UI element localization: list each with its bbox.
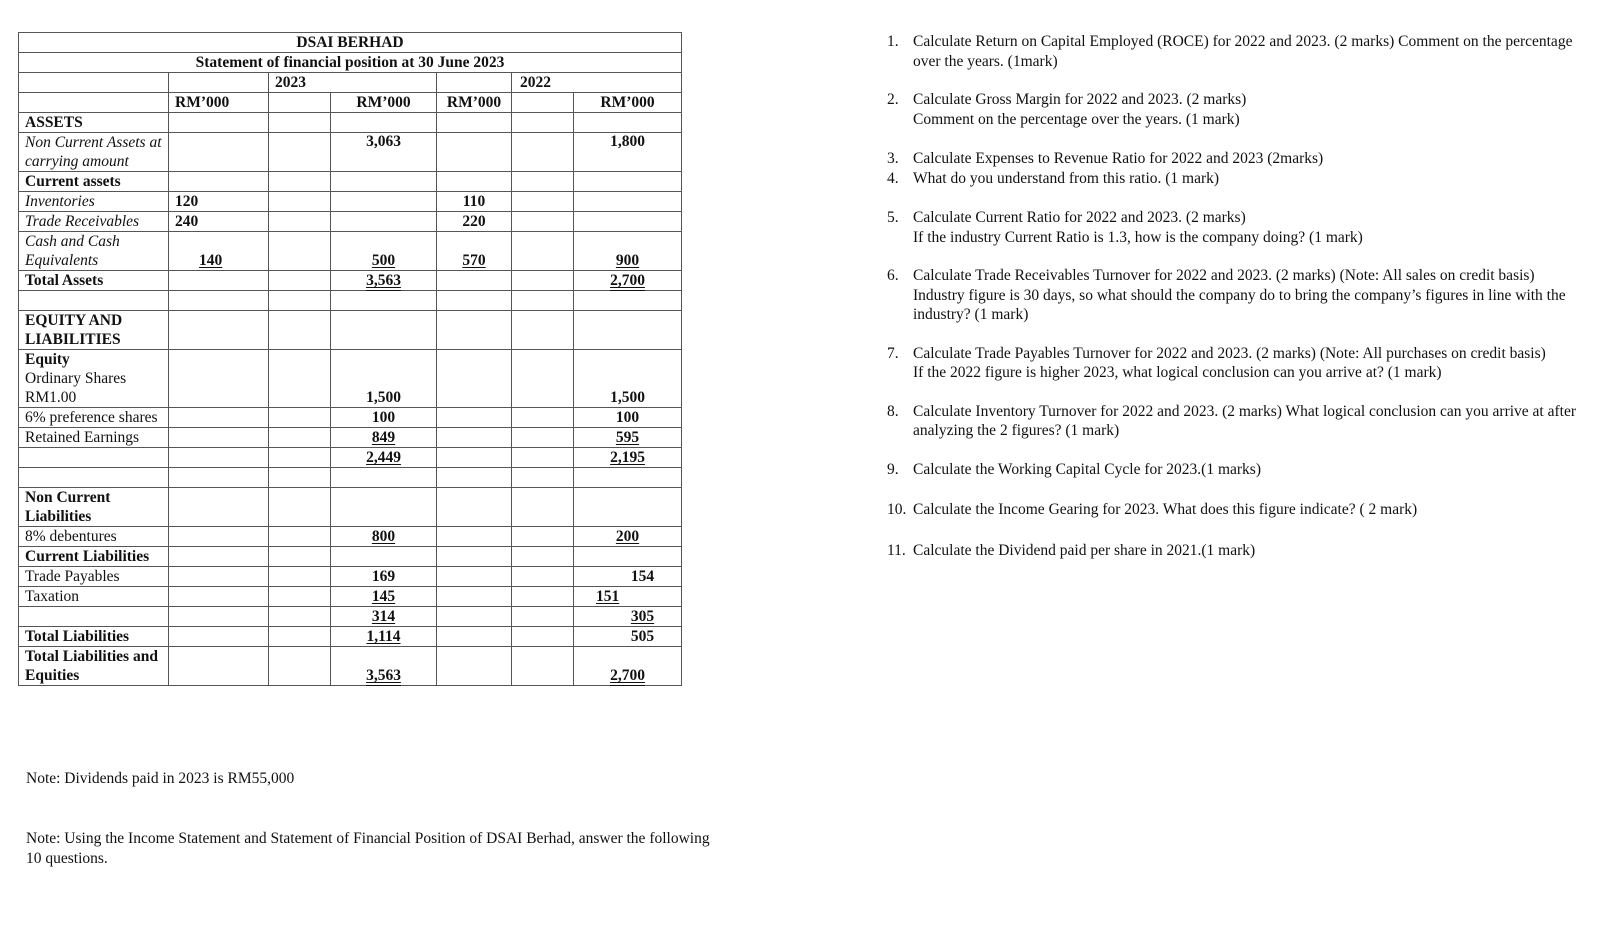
taxation-label: Taxation — [19, 587, 169, 607]
retained-earnings-2023: 849 — [371, 429, 396, 446]
total-liabilities-2022: 505 — [574, 627, 682, 647]
equity-liabilities-heading: EQUITY AND LIABILITIES — [19, 311, 169, 350]
total-liabilities-equities-label: Total Liabilities and Equities — [19, 647, 169, 686]
retained-earnings-2022: 595 — [615, 429, 640, 446]
trade-payables-label: Trade Payables — [19, 567, 169, 587]
question-text: What do you understand from this ratio. (1 mark) — [913, 169, 1220, 187]
ordinary-shares-label: Ordinary Shares RM1.00 — [25, 370, 127, 406]
taxation-2023: 145 — [371, 588, 396, 605]
inventories-2023: 120 — [169, 192, 269, 212]
nca-label: Non Current Assets at carrying amount — [19, 133, 169, 172]
total-liabilities-label: Total Liabilities — [19, 627, 169, 647]
question-item: 4. What do you understand from this ratio. (1 mark) — [887, 169, 1220, 187]
preference-shares-label: 6% preference shares — [19, 408, 169, 428]
total-assets-label: Total Assets — [19, 271, 169, 291]
trade-receivables-2023: 240 — [169, 212, 269, 232]
question-text: Calculate the Working Capital Cycle for 2023.(1 marks) — [913, 460, 1261, 478]
total-assets-2023: 3,563 — [366, 272, 401, 289]
company-name: DSAI BERHAD — [19, 33, 682, 53]
question-text-continued: Comment on the percentage over the years. (1 mark) — [913, 110, 1240, 128]
unit-header-2023a: RM’000 — [169, 93, 269, 113]
financial-position-table — [18, 32, 682, 686]
question-text: Calculate Trade Payables Turnover for 2022 and 2023. (2 marks) (Note: All purchases on credit basis) — [913, 344, 1546, 362]
debentures-2023: 800 — [371, 528, 396, 545]
cash-2023: 140 — [199, 252, 223, 269]
dividends-note: Note: Dividends paid in 2023 is RM55,000 — [26, 770, 295, 787]
unit-header-2023b: RM’000 — [331, 93, 437, 113]
trade-payables-2022: 154 — [574, 567, 682, 587]
trade-receivables-label: Trade Receivables — [19, 212, 169, 232]
current-assets-total-2023: 500 — [371, 252, 396, 269]
trade-payables-2023: 169 — [331, 567, 437, 587]
question-text: Calculate Inventory Turnover for 2022 and 2023. (2 marks) What logical conclusion can you arrive at after analyzing the 2 figures? (1 mark) — [913, 402, 1577, 439]
assets-heading: ASSETS — [19, 113, 169, 133]
instructions-note: Note: Using the Income Statement and Statement of Financial Position of DSAI Berhad, answer the following 10 questions. — [26, 830, 710, 867]
question-item: 1. Calculate Return on Capital Employed (ROCE) for 2022 and 2023. (2 marks) Comment on the percentage over the years. (1mark) — [887, 33, 1573, 70]
non-current-liabilities-heading: Non Current Liabilities — [19, 488, 169, 527]
question-text: Calculate the Dividend paid per share in 2021.(1 mark) — [913, 541, 1256, 559]
total-liabilities-2023: 1,114 — [366, 628, 401, 645]
year-2023-header: 2023 — [269, 73, 437, 93]
question-text-continued: Industry figure is 30 days, so what should the company do to bring the company’s figures in line with the industry? (1 mark) — [913, 286, 1566, 323]
inventories-label: Inventories — [19, 192, 169, 212]
cash-label: Cash and Cash Equivalents — [19, 232, 169, 271]
question-item: 6. Calculate Trade Receivables Turnover for 2022 and 2023. (2 marks) (Note: All sales on credit basis) Industry figure is 30 days, so what should the company do to bring the company’s figures in line with the industry? (1 mark) — [887, 267, 1566, 323]
ordinary-shares-2023: 1,500 — [331, 350, 437, 408]
question-text: Calculate Expenses to Revenue Ratio for 2022 and 2023 (2marks) — [913, 150, 1324, 167]
statement-title: Statement of financial position at 30 June 2023 — [19, 53, 682, 73]
question-item: 8. Calculate Inventory Turnover for 2022 and 2023. (2 marks) What logical conclusion can you arrive at after analyzing the 2 figures? (1 mark) — [887, 402, 1577, 439]
equity-total-2022: 2,195 — [610, 449, 645, 466]
question-item: 7. Calculate Trade Payables Turnover for 2022 and 2023. (2 marks) (Note: All purchases on credit basis) If the 2022 figure is higher 2023, what logical conclusion can you arrive at? (1 mark) — [887, 344, 1546, 381]
question-text-continued: If the 2022 figure is higher 2023, what logical conclusion can you arrive at? (1 mark) — [913, 364, 1442, 381]
question-text: Calculate the Income Gearing for 2023. What does this figure indicate? ( 2 mark) — [913, 501, 1418, 518]
question-text: Calculate Trade Receivables Turnover for 2022 and 2023. (2 marks) (Note: All sales on credit basis) — [913, 267, 1535, 284]
preference-shares-2022: 100 — [574, 408, 682, 428]
debentures-label: 8% debentures — [19, 527, 169, 547]
question-item: 9. Calculate the Working Capital Cycle for 2023.(1 marks) — [887, 460, 1261, 478]
equity-heading: Equity — [25, 351, 70, 368]
question-item: 3. Calculate Expenses to Revenue Ratio for 2022 and 2023 (2marks) — [887, 150, 1324, 167]
trade-receivables-2022: 220 — [437, 212, 512, 232]
total-liabilities-equities-2023: 3,563 — [366, 667, 401, 684]
current-assets-heading: Current assets — [19, 172, 169, 192]
questions-list — [887, 32, 1577, 560]
year-2022-header: 2022 — [512, 73, 682, 93]
question-text: Calculate Gross Margin for 2022 and 2023. (2 marks) — [913, 91, 1247, 108]
question-item: 11. Calculate the Dividend paid per share in 2021.(1 mark) — [887, 541, 1256, 559]
question-text-continued: If the industry Current Ratio is 1.3, how is the company doing? (1 mark) — [913, 228, 1363, 246]
inventories-2022: 110 — [437, 192, 512, 212]
current-assets-total-2022: 900 — [615, 252, 640, 269]
nca-2023: 3,063 — [331, 133, 437, 172]
nca-2022: 1,800 — [574, 133, 682, 172]
question-item: 2. Calculate Gross Margin for 2022 and 2023. (2 marks) Comment on the percentage over the years. (1 mark) — [887, 91, 1247, 128]
question-item: 5. Calculate Current Ratio for 2022 and 2023. (2 marks) If the industry Current Ratio is 1.3, how is the company doing? (1 mark) — [887, 209, 1363, 246]
taxation-2022: 151 — [596, 588, 620, 605]
total-assets-2022: 2,700 — [610, 272, 645, 289]
unit-header-2022b: RM’000 — [574, 93, 682, 113]
question-text: Calculate Return on Capital Employed (ROCE) for 2022 and 2023. (2 marks) Comment on the percentage over the years. (1mark) — [913, 33, 1573, 70]
equity-total-2023: 2,449 — [366, 449, 401, 466]
current-liabilities-heading: Current Liabilities — [19, 547, 169, 567]
total-liabilities-equities-2022: 2,700 — [610, 667, 645, 684]
preference-shares-2023: 100 — [331, 408, 437, 428]
cash-2022: 570 — [462, 252, 486, 269]
current-liabilities-total-2023: 314 — [371, 608, 396, 625]
ordinary-shares-2022: 1,500 — [574, 350, 682, 408]
question-text: Calculate Current Ratio for 2022 and 2023. (2 marks) — [913, 209, 1246, 226]
current-liabilities-total-2022: 305 — [630, 608, 655, 625]
unit-header-2022a: RM’000 — [437, 93, 512, 113]
debentures-2022: 200 — [615, 528, 640, 545]
question-item: 10. Calculate the Income Gearing for 2023. What does this figure indicate? ( 2 mark) — [887, 501, 1418, 518]
retained-earnings-label: Retained Earnings — [19, 428, 169, 448]
